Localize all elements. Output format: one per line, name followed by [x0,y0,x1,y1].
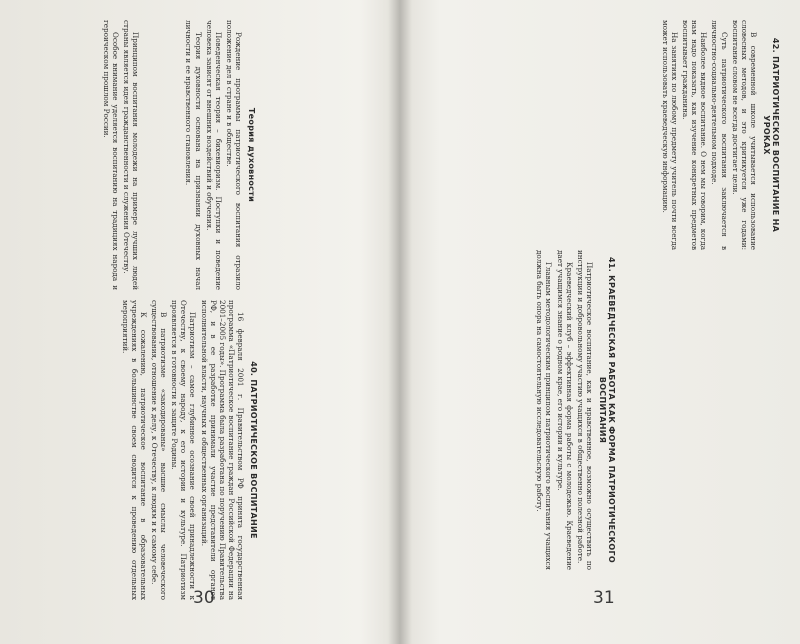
column-title: 41. КРАЕВЕДЧЕСКАЯ РАБОТА КАК ФОРМА ПАТРИОТИЧЕСКОГО ВОСПИТАНИЯ [597,256,616,564]
paragraph: 16 февраля 2001 г. Правительством РФ принята государственная программа «Патриотическое воспитание граждан Российской Федерации на 2001–2005 годы». Программа была разработана по поручению Правительства РФ, и в ее разработке принимали участие представители органов исполнительной власти, научных и общественных организаций. [199,300,245,600]
paragraph: Принципом воспитания молодежи на примере лучших людей страны является идея гражданственности и служения Отечеству. [121,20,140,290]
paragraph: К сожалению, патриотическое воспитание в образовательных учреждениях в большинстве своем сводится к проведению отдельных мероприятий. [120,300,148,600]
column-title: 40. ПАТРИОТИЧЕСКОЕ ВОСПИТАНИЕ [249,361,258,539]
paragraph: Наиболее видное воспитание. О нем мы говорим, когда нам надо показать, как изучение конкретных предметов воспитывает гражданина. [681,20,709,250]
paragraph: В современной школе учитывается использование словесных методов, и это критикуется уже годами: воспитание словом не всегда достигает цели. [730,20,758,250]
left-column-a [119,300,258,600]
page-number: 30 [193,588,215,608]
left-column-c [100,20,140,290]
paragraph: Поведенческая теория – бихевиоризм. Поступки и поведение человека зависят от внешних воздействий и обучения. [204,20,223,290]
paragraph: Теория духовности основана на признании духовных начал личности и ее нравственного становления. [184,20,203,290]
right-column-a [533,250,616,570]
paragraph: Суть патриотического воспитания заключается в личностно-социально-деятельном подходе. [710,20,729,250]
paragraph: Особое внимание уделяется воспитанию на традициях народа и героическом прошлом России. [101,20,120,290]
paragraph: Патриотизм – самое глубинное осознание своей принадлежности к Отечеству, к своему народу, к его истории и культуре. Патриотизм проявляется в готовности к защите Родины. [170,300,198,600]
paragraph: На занятиях по любому предмету учитель почти всегда может использовать краеведческую информацию. [660,20,680,250]
left-column-b [182,20,256,290]
column-title: Теория духовности [247,107,256,203]
right-page [408,0,800,644]
left-page [0,0,392,644]
paragraph: Патриотическое воспитание, как и нравственное, возможно осуществить по инструкции и добровольному участию учащихся в общественно полезной работе. [575,250,594,570]
paragraph: Рождение программы патриотического воспитания отразило положение дел в стране и в обществе. [224,20,243,290]
right-column-b [659,20,780,250]
paragraph: В патриотизме «закодированы» высшие смыслы человеческого существования, отношение к делу, к Отечеству, к людям и к самому себе. [150,300,169,600]
column-title: 42. ПАТРИОТИЧЕСКОЕ ВОСПИТАНИЕ НА УРОКАХ [761,37,780,233]
paragraph: Краеведческий клуб – эффективная форма работы с молодежью. Краеведение дает учащимся знание о родном крае, его истории и культуре. [555,250,574,570]
page-number: 31 [593,588,615,608]
paragraph: Главным методологическим принципом патриотического воспитания учащихся должна быть опора на самостоятельную исследовательскую работу. [535,250,554,570]
